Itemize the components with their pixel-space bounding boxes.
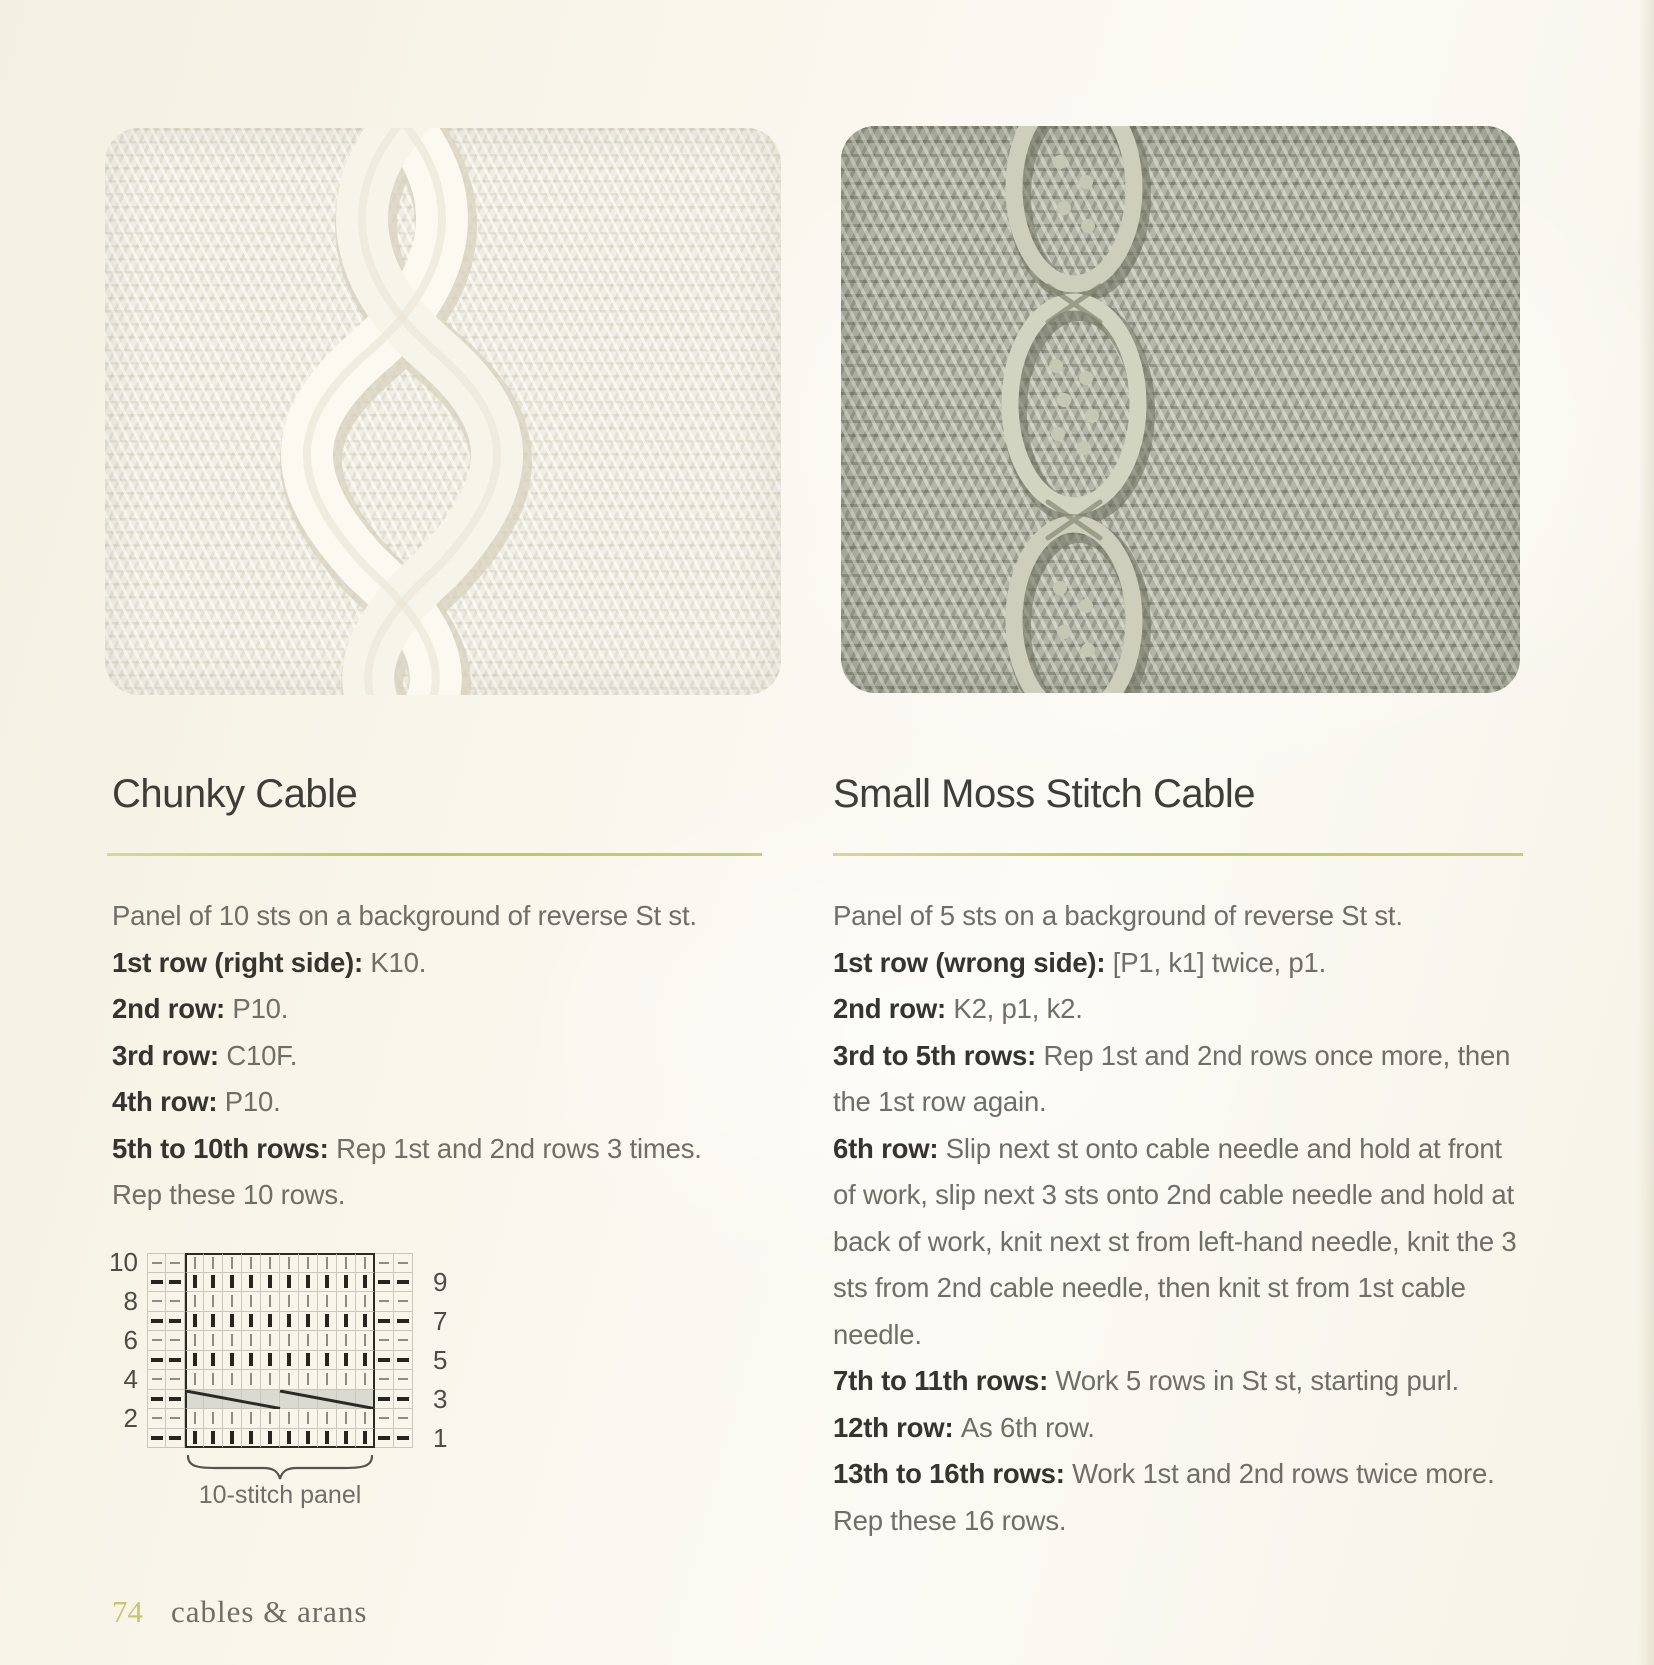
- chart-knit-cell: [242, 1351, 261, 1371]
- page-number: 74: [112, 1594, 143, 1629]
- chart-knit-cell: [261, 1312, 280, 1332]
- chart-knit-cell: [337, 1370, 356, 1390]
- chart-knit-cell: [261, 1331, 280, 1351]
- instruction-line: Panel of 5 sts on a background of reverse St st.: [833, 900, 1403, 931]
- chart-row-number-right: 3: [433, 1383, 448, 1414]
- chart-knit-cell: [185, 1331, 204, 1351]
- chart-cable-cell: [204, 1390, 223, 1410]
- chart-row-number-left: [107, 1429, 147, 1449]
- chart-knit-cell: [356, 1273, 375, 1293]
- chart-knit-cell: [299, 1292, 318, 1312]
- chart-cable-cell: [318, 1390, 337, 1410]
- chart-knit-cell: [356, 1409, 375, 1429]
- chart-purl-cell: [147, 1370, 166, 1390]
- chart-purl-cell: [147, 1292, 166, 1312]
- chart-purl-cell: [147, 1253, 166, 1273]
- row-label: 2nd row:: [833, 993, 954, 1024]
- chart-knit-cell: [223, 1409, 242, 1429]
- chart-purl-cell: [375, 1253, 394, 1273]
- chart-knit-cell: [299, 1253, 318, 1273]
- row-label: 4th row:: [112, 1086, 225, 1117]
- chart-purl-cell: [375, 1331, 394, 1351]
- chart-knit-cell: [337, 1292, 356, 1312]
- chart-knit-cell: [204, 1429, 223, 1449]
- chart-knit-cell: [337, 1312, 356, 1332]
- row-label: 1st row (wrong side):: [833, 946, 1113, 978]
- chart-row: [107, 1364, 463, 1395]
- chart-knit-cell: [223, 1370, 242, 1390]
- chart-purl-cell: [147, 1273, 166, 1293]
- chart-knit-cell: [242, 1370, 261, 1390]
- chart-knit-cell: [337, 1331, 356, 1351]
- chart-purl-cell: [166, 1253, 185, 1273]
- left-title: Chunky Cable: [112, 772, 358, 816]
- chart-purl-cell: [166, 1409, 185, 1429]
- chart-purl-cell: [375, 1409, 394, 1429]
- instruction-line: 12th row: As 6th row.: [833, 1411, 1095, 1443]
- chart-purl-cell: [394, 1429, 413, 1449]
- chart-purl-cell: [147, 1312, 166, 1332]
- chart-row-number-left: 6: [123, 1325, 138, 1356]
- instruction-line: Panel of 10 sts on a background of reverse St st.: [112, 900, 697, 931]
- chart-knit-cell: [242, 1292, 261, 1312]
- chart-knit-cell: [318, 1253, 337, 1273]
- chart-knit-cell: [356, 1370, 375, 1390]
- chart-knit-cell: [223, 1253, 242, 1273]
- chart-row: [107, 1286, 463, 1317]
- chart-knit-cell: [280, 1253, 299, 1273]
- moss-stitch-cable-illustration: [964, 126, 1194, 693]
- chart-knit-cell: [299, 1273, 318, 1293]
- chart-purl-cell: [166, 1370, 185, 1390]
- chart-purl-cell: [394, 1253, 413, 1273]
- chart-knit-cell: [299, 1312, 318, 1332]
- chart-purl-cell: [166, 1292, 185, 1312]
- chart-purl-cell: [375, 1390, 394, 1410]
- chart-knit-cell: [204, 1273, 223, 1293]
- chart-row: [107, 1305, 463, 1336]
- chart-row: [107, 1344, 463, 1375]
- chart-knit-cell: [356, 1253, 375, 1273]
- chart-knit-cell: [204, 1370, 223, 1390]
- chart-knit-cell: [280, 1351, 299, 1371]
- chart-purl-cell: [147, 1390, 166, 1410]
- chart-cable-cell: [299, 1390, 318, 1410]
- chart-row-number-right: 1: [433, 1422, 448, 1453]
- chart-knit-cell: [356, 1429, 375, 1449]
- chart-row-number-right: 9: [433, 1266, 448, 1297]
- chart-knit-cell: [356, 1292, 375, 1312]
- chart-knit-cell: [185, 1409, 204, 1429]
- row-label: 3rd to 5th rows:: [833, 1039, 1044, 1071]
- chart-knit-cell: [318, 1351, 337, 1371]
- row-label: 12th row:: [833, 1411, 961, 1443]
- chart-cable-cell: [337, 1390, 356, 1410]
- chart-knit-cell: [337, 1253, 356, 1273]
- left-instructions: [112, 893, 767, 1219]
- chart-knit-cell: [223, 1351, 242, 1371]
- chart-purl-cell: [166, 1331, 185, 1351]
- chart-purl-cell: [147, 1331, 166, 1351]
- instruction-line: 1st row (wrong side): [P1, k1] twice, p1.: [833, 946, 1327, 978]
- instruction-line: 7th to 11th rows: Work 5 rows in St st, starting purl.: [833, 1365, 1459, 1396]
- chart-caption: 10-stitch panel: [198, 1481, 362, 1509]
- chart-row-number-left: 8: [123, 1286, 138, 1317]
- chart-row: [107, 1266, 463, 1297]
- chart-knit-cell: [318, 1370, 337, 1390]
- row-label: 7th to 11th rows:: [833, 1365, 1056, 1396]
- chart-knit-cell: [261, 1409, 280, 1429]
- chart-knit-cell: [280, 1312, 299, 1332]
- chart-knit-cell: [261, 1292, 280, 1312]
- chart-knit-cell: [280, 1370, 299, 1390]
- chart-purl-cell: [394, 1390, 413, 1410]
- chart-purl-cell: [166, 1429, 185, 1449]
- chart-knit-cell: [356, 1312, 375, 1332]
- knitting-chart: [107, 1247, 463, 1509]
- chart-row-number-right: 5: [433, 1344, 448, 1375]
- chart-knit-cell: [185, 1370, 204, 1390]
- chart-purl-cell: [166, 1312, 185, 1332]
- chart-purl-cell: [166, 1390, 185, 1410]
- chart-knit-cell: [223, 1292, 242, 1312]
- chart-knit-cell: [185, 1429, 204, 1449]
- chart-purl-cell: [166, 1273, 185, 1293]
- instruction-line: Rep these 10 rows.: [112, 1179, 346, 1210]
- chart-purl-cell: [375, 1351, 394, 1371]
- chunky-cable-illustration: [272, 128, 532, 695]
- chart-knit-cell: [299, 1409, 318, 1429]
- chart-knit-cell: [337, 1273, 356, 1293]
- right-instructions: [833, 893, 1525, 1544]
- chart-knit-cell: [318, 1292, 337, 1312]
- chart-row: [107, 1383, 463, 1414]
- chart-knit-cell: [185, 1351, 204, 1371]
- chart-purl-cell: [375, 1370, 394, 1390]
- row-label: 1st row (right side):: [112, 946, 371, 978]
- chart-cable-cell: [261, 1390, 280, 1410]
- chart-purl-cell: [394, 1351, 413, 1371]
- chart-knit-cell: [318, 1312, 337, 1332]
- chart-cable-cell: [242, 1390, 261, 1410]
- chart-cable-cell: [223, 1390, 242, 1410]
- chart-knit-cell: [242, 1331, 261, 1351]
- chart-row-number-left: 4: [123, 1364, 138, 1395]
- chart-purl-cell: [394, 1331, 413, 1351]
- chart-row-number-left: 10: [109, 1247, 138, 1278]
- chart-knit-cell: [337, 1409, 356, 1429]
- chart-knit-cell: [318, 1331, 337, 1351]
- chart-purl-cell: [394, 1409, 413, 1429]
- chart-knit-cell: [261, 1370, 280, 1390]
- chart-row: [107, 1247, 463, 1278]
- chart-purl-cell: [394, 1292, 413, 1312]
- chart-purl-cell: [375, 1292, 394, 1312]
- instruction-line: 2nd row: K2, p1, k2.: [833, 993, 1083, 1024]
- instruction-line: Rep these 16 rows.: [833, 1504, 1067, 1536]
- moss-stitch-cable-swatch-photo: [841, 126, 1520, 693]
- chart-row-number-left: 2: [123, 1403, 138, 1434]
- right-title: Small Moss Stitch Cable: [833, 772, 1255, 816]
- chart-knit-cell: [261, 1429, 280, 1449]
- chart-knit-cell: [261, 1351, 280, 1371]
- chart-knit-cell: [242, 1253, 261, 1273]
- chart-purl-cell: [147, 1351, 166, 1371]
- chart-knit-cell: [223, 1312, 242, 1332]
- chart-knit-cell: [280, 1429, 299, 1449]
- chart-knit-cell: [356, 1351, 375, 1371]
- chart-knit-cell: [299, 1429, 318, 1449]
- chart-knit-cell: [337, 1429, 356, 1449]
- chart-knit-cell: [223, 1429, 242, 1449]
- instruction-line: 1st row (right side): K10.: [112, 946, 427, 978]
- chart-row: [107, 1422, 463, 1453]
- chart-knit-cell: [356, 1331, 375, 1351]
- chart-knit-cell: [280, 1292, 299, 1312]
- section-title: cables & arans: [171, 1594, 368, 1629]
- page-footer: [112, 1594, 367, 1630]
- chart-knit-cell: [299, 1370, 318, 1390]
- chart-knit-cell: [318, 1409, 337, 1429]
- chart-row: [107, 1403, 463, 1434]
- chart-purl-cell: [394, 1312, 413, 1332]
- row-label: 5th to 10th rows:: [112, 1132, 337, 1164]
- chart-knit-cell: [280, 1331, 299, 1351]
- instruction-line: 3rd to 5th rows: Rep 1st and 2nd rows once more, then the 1st row again.: [833, 1039, 1511, 1117]
- chart-knit-cell: [280, 1273, 299, 1293]
- chart-knit-cell: [337, 1351, 356, 1371]
- chart-knit-cell: [242, 1429, 261, 1449]
- instruction-line: 6th row: Slip next st onto cable needle and hold at front of work, slip next 3 sts onto 2nd cable needle and hold at back of work, knit next st from left-hand needle, knit the 3 sts from 2nd cable needle, then knit st from 1st cable needle.: [833, 1132, 1517, 1350]
- row-label: 2nd row:: [112, 993, 233, 1024]
- chart-knit-cell: [223, 1331, 242, 1351]
- chart-knit-cell: [242, 1409, 261, 1429]
- chart-knit-cell: [204, 1409, 223, 1429]
- chart-knit-cell: [280, 1409, 299, 1429]
- row-label: 6th row:: [833, 1132, 946, 1164]
- instruction-line: 5th to 10th rows: Rep 1st and 2nd rows 3 times.: [112, 1132, 702, 1164]
- chart-knit-cell: [204, 1292, 223, 1312]
- chart-knit-cell: [242, 1273, 261, 1293]
- right-title-rule: [833, 853, 1523, 856]
- chart-knit-cell: [185, 1253, 204, 1273]
- chart-purl-cell: [147, 1429, 166, 1449]
- chart-purl-cell: [166, 1351, 185, 1371]
- chart-knit-cell: [204, 1253, 223, 1273]
- chart-knit-cell: [204, 1312, 223, 1332]
- chart-purl-cell: [375, 1312, 394, 1332]
- chart-purl-cell: [375, 1273, 394, 1293]
- chart-knit-cell: [185, 1292, 204, 1312]
- chart-cable-cell: [356, 1390, 375, 1410]
- chart-purl-cell: [394, 1273, 413, 1293]
- instruction-line: 2nd row: P10.: [112, 993, 289, 1024]
- chart-purl-cell: [394, 1370, 413, 1390]
- chart-knit-cell: [299, 1331, 318, 1351]
- instruction-line: 3rd row: C10F.: [112, 1039, 298, 1071]
- left-title-rule: [107, 853, 762, 856]
- chart-knit-cell: [261, 1273, 280, 1293]
- row-label: 3rd row:: [112, 1039, 227, 1071]
- chart-knit-cell: [261, 1253, 280, 1273]
- chart-purl-cell: [147, 1409, 166, 1429]
- chunky-cable-swatch-photo: [105, 128, 781, 695]
- chart-knit-cell: [299, 1351, 318, 1371]
- chart-row: [107, 1325, 463, 1356]
- row-label: 13th to 16th rows:: [833, 1458, 1073, 1489]
- chart-knit-cell: [223, 1273, 242, 1293]
- chart-knit-cell: [204, 1351, 223, 1371]
- chart-knit-cell: [318, 1273, 337, 1293]
- chart-cable-cell: [185, 1390, 204, 1410]
- instruction-line: 4th row: P10.: [112, 1086, 281, 1117]
- chart-knit-cell: [204, 1331, 223, 1351]
- chart-knit-cell: [185, 1273, 204, 1293]
- chart-purl-cell: [375, 1429, 394, 1449]
- chart-knit-cell: [242, 1312, 261, 1332]
- chart-knit-cell: [318, 1429, 337, 1449]
- chart-row-number-right: 7: [433, 1305, 448, 1336]
- chart-knit-cell: [185, 1312, 204, 1332]
- chart-cable-cell: [280, 1390, 299, 1410]
- instruction-line: 13th to 16th rows: Work 1st and 2nd rows twice more.: [833, 1458, 1495, 1489]
